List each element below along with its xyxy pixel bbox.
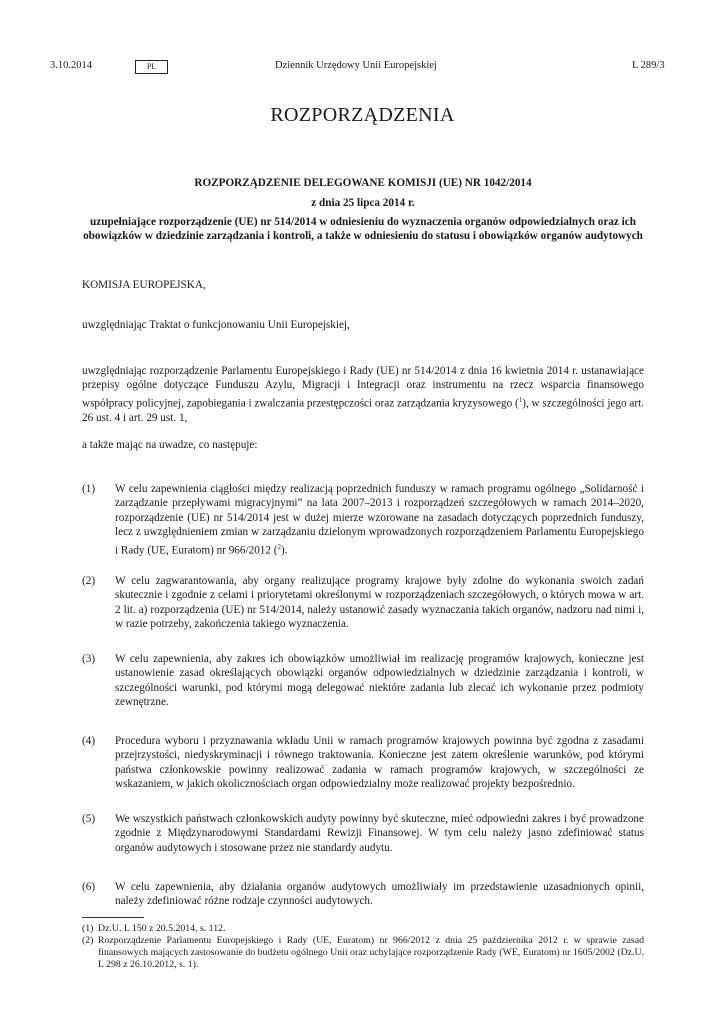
whereas-clause: a także mając na uwadze, co następuje: <box>82 439 258 451</box>
recital-text: W celu zapewnienia, aby zakres ich obowiązków umożliwiał im realizację programów krajowych, konieczne jest ustanowienie zasad określających obowiązki organów odpowiedzialnych w dziedzinie zarządzania i kontroli, w szczególności warunki, pod którymi mogą delegować niektóre zadania lub zlecać ich wykonanie przez podmioty zewnętrzne. <box>115 653 644 709</box>
recital-number: (5) <box>82 813 96 825</box>
language-badge: PL <box>135 60 168 74</box>
recital-text: Procedura wyboru i przyznawania wkładu Unii w ramach programów krajowych powinna być zgodna z zasadami przejrzystości, niedyskryminacji i równego traktowania. Konieczne jest zatem określenie warunków, pod którymi państwa członkowskie powinny realizować zadania w ramach programów krajowych, w szczególności ze wskazaniem, w jakich okolicznościach organ odpowiedzialny może realizować projekty bezpośrednio. <box>115 735 644 791</box>
journal-name: Dziennik Urzędowy Unii Europejskiej <box>275 60 437 71</box>
recital-number: (2) <box>82 575 96 587</box>
recital-number: (1) <box>82 483 96 495</box>
footnote-text: Dz.U. L 150 z 20.5.2014, s. 112. <box>98 923 226 934</box>
regulation-subject: uzupełniające rozporządzenie (UE) nr 514/2014 w odniesieniu do wyznaczenia organów odpowiedzialnych oraz ich obowiązków w dziedzinie zarządzania i kontroli, a także w odniesieniu do statusu i obowiązków organów audytowych <box>83 216 643 242</box>
footnote-ref-1[interactable]: 1 <box>518 395 523 404</box>
recital-number: (4) <box>82 735 96 747</box>
regulation-reference-text: uwzględniając rozporządzenie Parlamentu Europejskiego i Rady (UE) nr 514/2014 z dnia 16 kwietnia 2014 r. ustanawiające przepisy ogólne dotyczące Funduszu Azylu, Migracji i Integracji oraz instrumentu na rzecz wsparcia finansowego współpracy policyjnej, zapobiegania i zwalczania przestępczości oraz zarządzania kryzysowego ( <box>82 365 644 410</box>
recital-text: W celu zagwarantowania, aby organy realizujące programy krajowe były zdolne do wykonania swoich zadań skutecznie i zgodnie z celami i priorytetami określonymi w rozporządzeniach szczegółowych, o których mowa w art. 2 lit. a) rozporządzenia (UE) nr 514/2014, należy ustanowić zasady wyznaczania takich organów, nadzoru nad nimi i, w razie potrzeby, zakończenia takiego wyznaczenia. <box>115 575 644 631</box>
footnote-mark: (2) <box>82 935 94 946</box>
header-date: 3.10.2014 <box>50 60 92 71</box>
recital-text: W celu zapewnienia ciągłości między realizacją poprzednich funduszy w ramach programu ogólnego „Solidarność i zarządzanie przepływami migracyjnymi” na lata 2007–2013 i rozporządzeń szczegółowych w ramach 2014–2020, rozporządzenie (UE) nr 514/2014 jest w dużej mierze wzorowane na zasadach dotyczących poprzednich funduszy, lecz z uwzględnieniem zmian w zarządzaniu dzielonym wprowadzonych rozporządzeniem Parlamentu Europejskiego i Rady (UE, Euratom) nr 966/2012 ($^2$). <box>115 483 644 557</box>
recital-text: W celu zapewnienia, aby działania organów audytowych umożliwiały im przedstawienie uzasadnionych opinii, należy zdefiniować różne rodzaje czynności audytowych. <box>115 881 644 908</box>
regulation-date: z dnia 25 lipca 2014 r. <box>311 197 415 209</box>
section-title: ROZPORZĄDZENIA <box>270 104 455 126</box>
regulation-reference-text-end: ), w szczególności jego art. 26 ust. 4 i art. 29 ust. 1, <box>82 397 644 424</box>
recital-number: (3) <box>82 653 96 665</box>
page-reference: L 289/3 <box>632 60 665 71</box>
regulation-reference-clause <box>82 364 644 425</box>
footnote-mark: (1) <box>82 923 94 934</box>
recital-number: (6) <box>82 881 96 893</box>
recital-text: We wszystkich państwach członkowskich audyty powinny być skuteczne, mieć odpowiedni zakres i być prowadzone zgodnie z Międzynarodowymi Standardami Rewizji Finansowej. W tym celu należy jasno zdefiniować status organów audytowych i stosowane przez nie standardy audytu. <box>115 813 644 854</box>
footnote-text: Rozporządzenie Parlamentu Europejskiego i Rady (UE, Euratom) nr 966/2012 z dnia 25 października 2012 r. w sprawie zasad finansowych mających zastosowanie do budżetu ogólnego Unii oraz uchylające rozporządzenie Rady (WE, Euratom) nr 1605/2002 (Dz.U. L 298 z 26.10.2012, s. 1). <box>98 935 644 970</box>
footnote-divider <box>82 917 144 918</box>
commission-line: KOMISJA EUROPEJSKA, <box>82 279 206 291</box>
footnote-ref-2[interactable]: 2 <box>277 542 281 551</box>
regulation-title: ROZPORZĄDZENIE DELEGOWANE KOMISJI (UE) NR 1042/2014 <box>194 177 532 189</box>
treaty-clause: uwzględniając Traktat o funkcjonowaniu Unii Europejskiej, <box>82 319 350 331</box>
